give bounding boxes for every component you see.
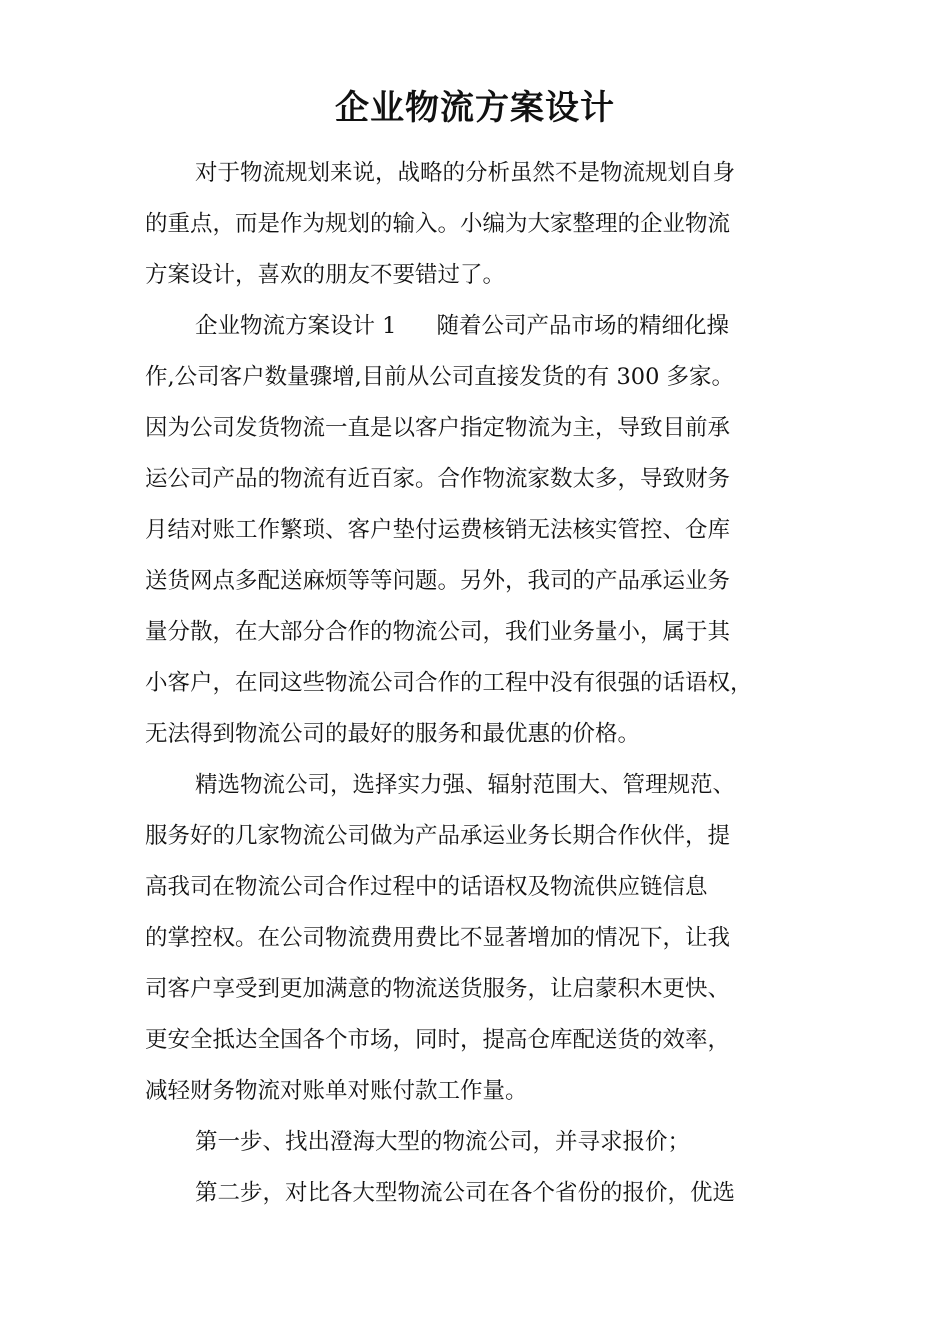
section-heading: 企业物流方案设计 1 bbox=[195, 313, 397, 339]
paragraph-line: 运公司产品的物流有近百家。合作物流家数太多，导致财务 bbox=[145, 466, 731, 492]
paragraph-line: 随着公司产品市场的精细化操 bbox=[436, 313, 729, 339]
paragraph-line: 更安全抵达全国各个市场，同时，提高仓库配送货的效率， bbox=[145, 1027, 731, 1053]
paragraph-line: 司客户享受到更加满意的物流送货服务，让启蒙积木更快、 bbox=[145, 976, 731, 1002]
paragraph-line: 的重点，而是作为规划的输入。小编为大家整理的企业物流 bbox=[145, 211, 731, 237]
paragraph-line: 方案设计，喜欢的朋友不要错过了。 bbox=[145, 262, 506, 288]
paragraph-line: 高我司在物流公司合作过程中的话语权及物流供应链信息 bbox=[145, 874, 708, 900]
paragraph-line: 因为公司发货物流一直是以客户指定物流为主，导致目前承 bbox=[145, 415, 731, 441]
paragraph-line: 对于物流规划来说，战略的分析虽然不是物流规划自身 bbox=[195, 160, 736, 186]
paragraph-line: 小客户，在同这些物流公司合作的工程中没有很强的话语权， bbox=[145, 670, 753, 696]
section-heading-line bbox=[145, 301, 825, 352]
paragraph-line: 送货网点多配送麻烦等等问题。另外，我司的产品承运业务 bbox=[145, 568, 731, 594]
paragraph-line: 减轻财务物流对账单对账付款工作量。 bbox=[145, 1078, 528, 1104]
step-line: 第二步，对比各大型物流公司在各个省份的报价，优选 bbox=[195, 1180, 736, 1206]
paragraph-line: 精选物流公司，选择实力强、辐射范围大、管理规范、 bbox=[195, 772, 736, 798]
paragraph-line: 作,公司客户数量骤增,目前从公司直接发货的有 300 多家。 bbox=[145, 364, 735, 390]
paragraph-line: 服务好的几家物流公司做为产品承运业务长期合作伙伴，提 bbox=[145, 823, 731, 849]
step-line: 第一步、找出澄海大型的物流公司，并寻求报价； bbox=[195, 1129, 691, 1155]
paragraph-line: 月结对账工作繁琐、客户垫付运费核销无法核实管控、仓库 bbox=[145, 517, 731, 543]
document-title: 企业物流方案设计 bbox=[335, 88, 615, 128]
paragraph-line: 量分散，在大部分合作的物流公司，我们业务量小，属于其 bbox=[145, 619, 731, 645]
paragraph-line: 的掌控权。在公司物流费用费比不显著增加的情况下，让我 bbox=[145, 925, 731, 951]
document-body bbox=[145, 148, 825, 1219]
paragraph-line: 无法得到物流公司的最好的服务和最优惠的价格。 bbox=[145, 721, 641, 747]
